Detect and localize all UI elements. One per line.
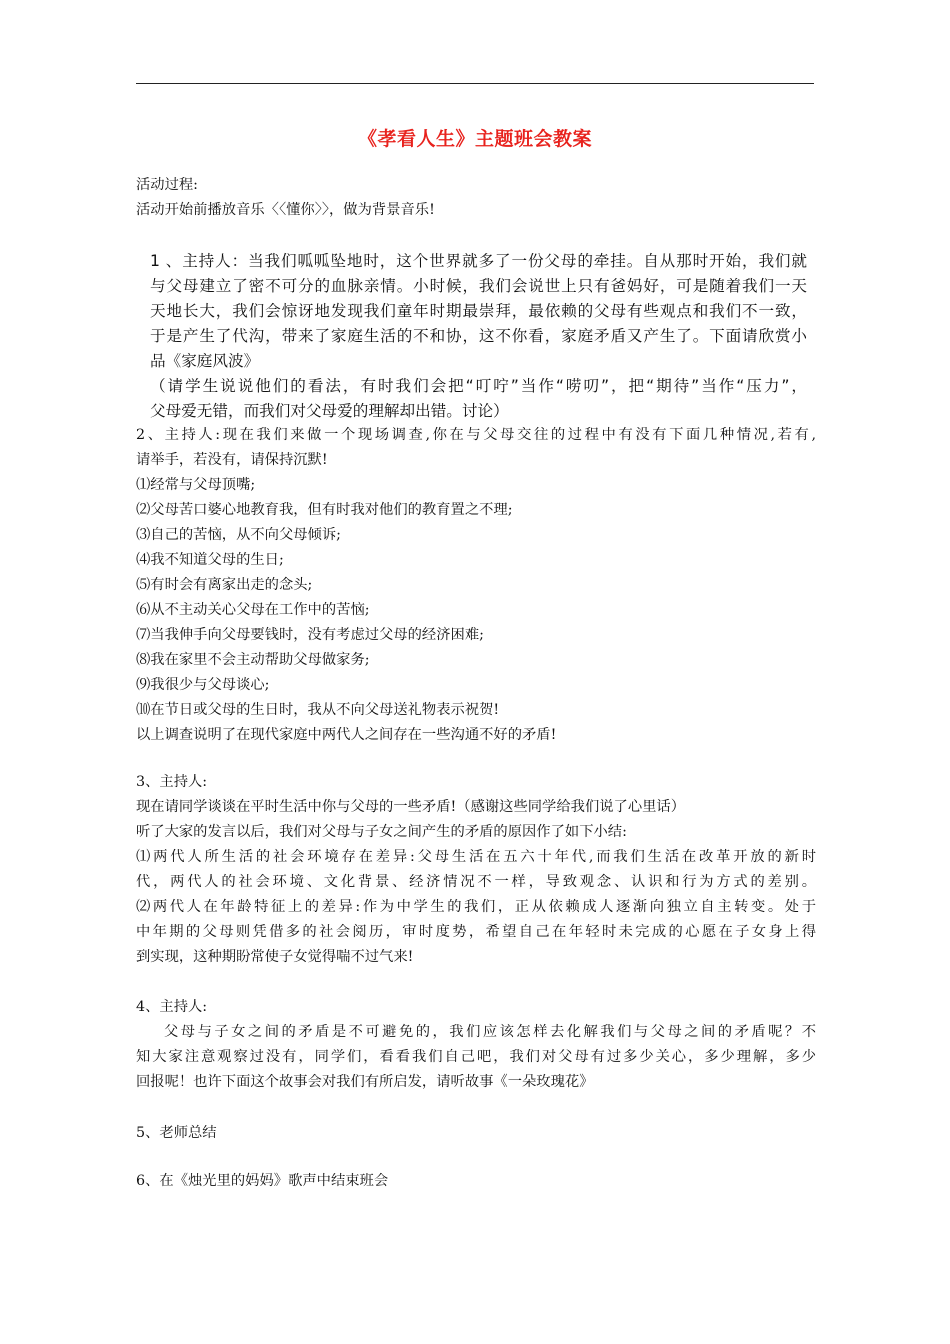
s2-intro: 请举手，若没有，请保持沉默! (136, 452, 328, 468)
s3-paragraph: 到实现，这种期盼常使子女觉得喘不过气来! (136, 949, 414, 965)
survey-item: ⑸有时会有离家出走的念头; (136, 577, 313, 593)
survey-item: ⑽在节日或父母的生日时，我从不向父母送礼物表示祝贺! (136, 702, 500, 718)
s3-paragraph: ⑴两代人所生活的社会环境存在差异:父母生活在五六十年代,而我们生活在改革开放的新时 (136, 849, 816, 865)
s1-line: 1 、主持人：当我们呱呱坠地时，这个世界就多了一份父母的牵挂。自从那时开始，我们就 (150, 252, 807, 270)
section-2 (136, 423, 816, 748)
process-music: 活动开始前播放音乐〈〈懂你〉〉，做为背景音乐! (136, 202, 435, 218)
s2-conclusion: 以上调查说明了在现代家庭中两代人之间存在一些沟通不好的矛盾! (136, 727, 557, 743)
s3-paragraph: 听了大家的发言以后，我们对父母与子女之间产生的矛盾的原因作了如下小结: (136, 824, 627, 840)
section-3 (136, 770, 816, 970)
s1-line: 品《家庭风波》 (150, 352, 260, 370)
survey-item: ⑷我不知道父母的生日; (136, 552, 284, 568)
s5-heading: 5、老师总结 (136, 1125, 217, 1141)
survey-item: ⑻我在家里不会主动帮助父母做家务; (136, 652, 370, 668)
s4-paragraph: 父母与子女之间的矛盾是不可避免的，我们应该怎样去化解我们与父母之间的矛盾呢？不 (164, 1024, 816, 1040)
survey-item: ⑼我很少与父母谈心; (136, 677, 270, 693)
section-5 (136, 1121, 816, 1146)
s4-paragraph: 知大家注意观察过没有，同学们，看看我们自己吧，我们对父母有过多少关心，多少理解，多少 (136, 1049, 816, 1065)
s3-paragraph: 代，两代人的社会环境、文化背景、经济情况不一样，导致观念、认识和行为方式的差别。 (136, 874, 816, 890)
s4-heading: 4、主持人: (136, 999, 208, 1015)
survey-item: ⑴经常与父母顶嘴; (136, 477, 256, 493)
s3-paragraph: 中年期的父母则凭借多的社会阅历，审时度势，希望自己在年轻时未完成的心愿在子女身上得 (136, 924, 816, 940)
s3-paragraph: ⑵两代人在年龄特征上的差异:作为中学生的我们，正从依赖成人逐渐向独立自主转变。处于 (136, 899, 816, 915)
s1-line: 于是产生了代沟，带来了家庭生活的不和协，这不你看，家庭矛盾又产生了。下面请欣赏小 (150, 327, 807, 345)
survey-item: ⑶自己的苦恼，从不向父母倾诉; (136, 527, 341, 543)
survey-item: ⑹从不主动关心父母在工作中的苦恼; (136, 602, 370, 618)
header-rule (136, 83, 814, 84)
survey-item: ⑵父母苦口婆心地教育我，但有时我对他们的教育置之不理; (136, 502, 513, 518)
s1-line: 父母爱无错，而我们对父母爱的理解却出错。讨论） (150, 402, 509, 420)
s2-intro: 2、主持人:现在我们来做一个现场调查,你在与父母交往的过程中有没有下面几种情况,若有, (136, 427, 816, 443)
survey-item: ⑺当我伸手向父母要钱时，没有考虑过父母的经济困难; (136, 627, 484, 643)
process-section (136, 173, 816, 223)
s6-heading: 6、在《烛光里的妈妈》歌声中结束班会 (136, 1173, 389, 1189)
section-1 (150, 249, 807, 424)
document-title: 《孝看人生》主题班会教案 (357, 128, 592, 150)
s1-line: 与父母建立了密不可分的血脉亲情。小时候，我们会说世上只有爸妈好，可是随着我们一天 (150, 277, 807, 295)
section-6 (136, 1169, 816, 1194)
s1-line: 天地长大，我们会惊讶地发现我们童年时期最崇拜，最依赖的父母有些观点和我们不一致， (150, 302, 807, 320)
s1-line: （请学生说说他们的看法，有时我们会把“叮咛”当作“唠叨”，把“期待”当作“压力”， (150, 377, 807, 395)
section-4 (136, 995, 816, 1095)
s4-paragraph: 回报呢！也许下面这个故事会对我们有所启发，请听故事《一朵玫瑰花》 (136, 1074, 594, 1090)
s3-paragraph: 现在请同学谈谈在平时生活中你与父母的一些矛盾!（感谢这些同学给我们说了心里话） (136, 799, 686, 815)
process-label: 活动过程: (136, 177, 199, 193)
s3-heading: 3、主持人: (136, 774, 208, 790)
